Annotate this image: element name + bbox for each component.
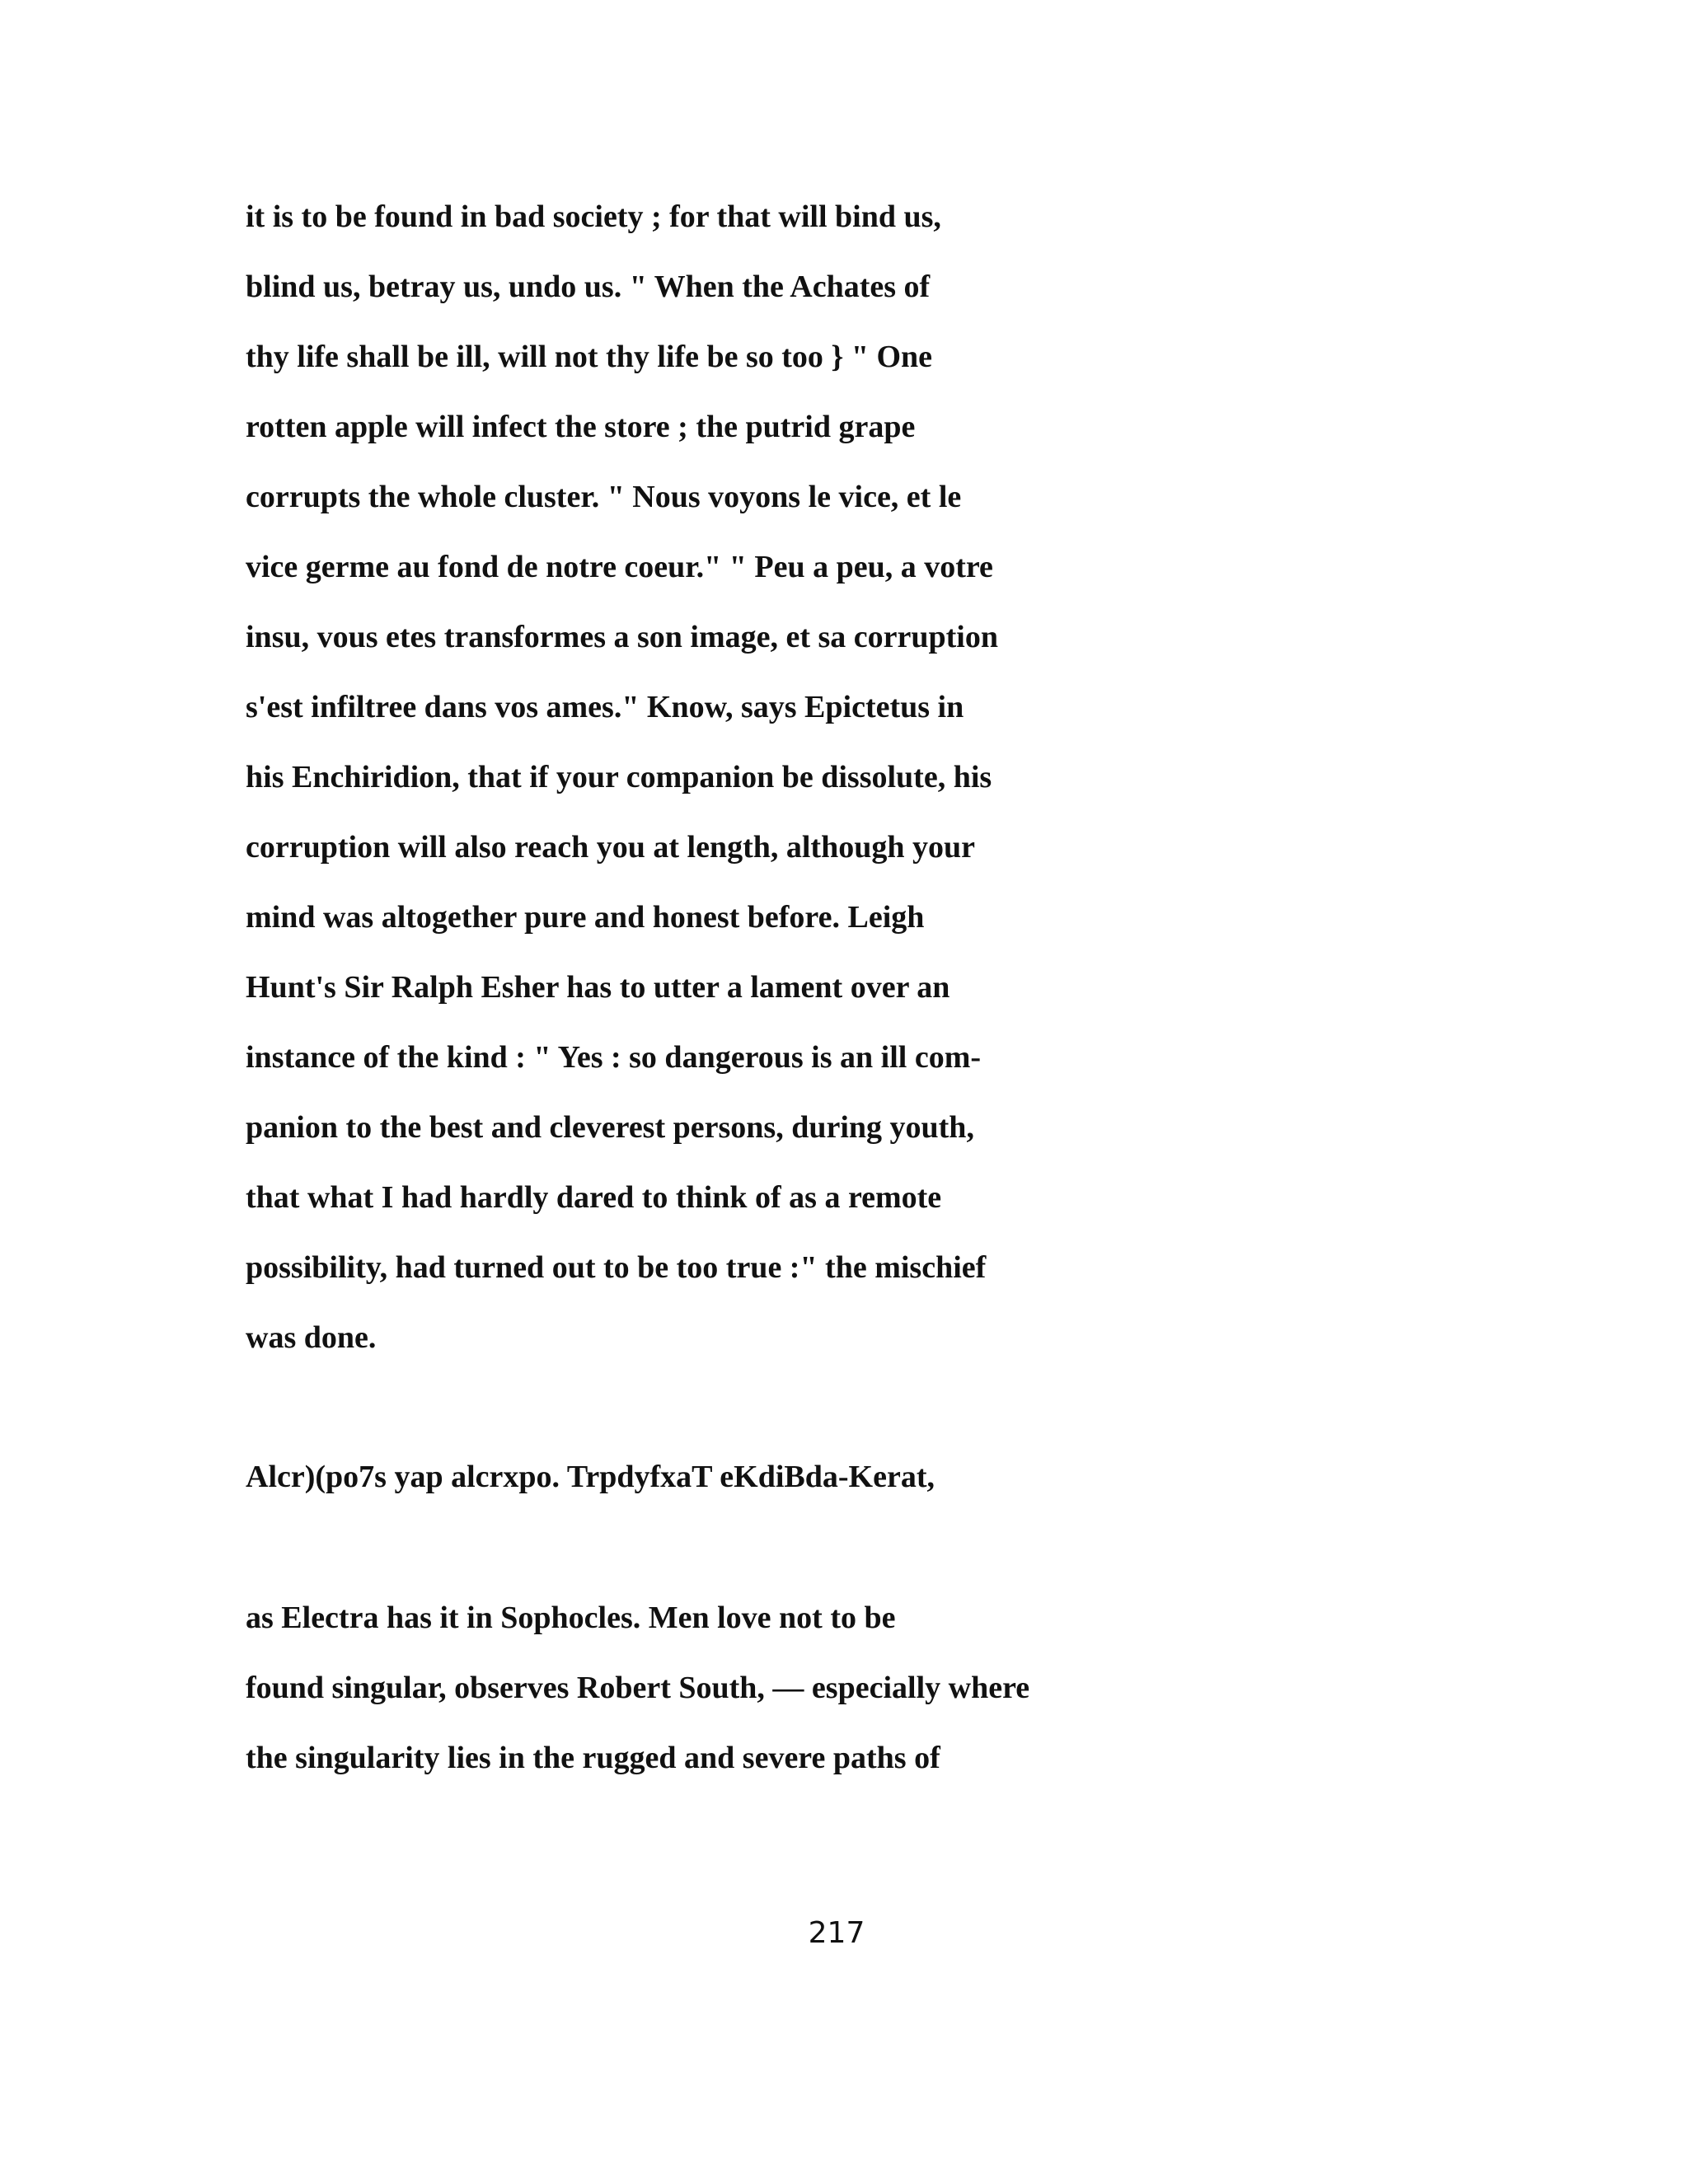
text-line: blind us, betray us, undo us. " When the Achates of	[246, 269, 931, 304]
text-line: rotten apple will infect the store ; the putrid grape	[246, 410, 916, 444]
text-line: found singular, observes Robert South, — especially where	[246, 1671, 1030, 1705]
text-line: it is to be found in bad society ; for that will bind us,	[246, 199, 941, 234]
paragraph-continuation	[246, 1583, 1441, 1793]
text-line: that what I had hardly dared to think of as a remote	[246, 1180, 942, 1215]
text-line: possibility, had turned out to be too true :" the mischief	[246, 1250, 987, 1285]
text-line: was done.	[246, 1320, 377, 1355]
text-line: Hunt's Sir Ralph Esher has to utter a lament over an	[246, 970, 950, 1005]
text-line: thy life shall be ill, will not thy life be so too } " One	[246, 340, 933, 374]
text-line: insu, vous etes transformes a son image, et sa corruption	[246, 620, 999, 654]
paragraph-main	[246, 182, 1441, 1373]
text-line: as Electra has it in Sophocles. Men love not to be	[246, 1601, 896, 1635]
text-line: vice germe au fond de notre coeur." " Peu a peu, a votre	[246, 550, 993, 584]
text-line: the singularity lies in the rugged and severe paths of	[246, 1741, 940, 1775]
greek-quote	[246, 1442, 1441, 1512]
page-number: 217	[808, 1916, 865, 1950]
text-line: his Enchiridion, that if your companion be dissolute, his	[246, 760, 992, 794]
text-line: corrupts the whole cluster. " Nous voyons le vice, et le	[246, 480, 962, 514]
text-line: panion to the best and cleverest persons, during youth,	[246, 1110, 974, 1145]
text-line: mind was altogether pure and honest before. Leigh	[246, 900, 925, 935]
quote-line: Alcr)(po7s yap alcrxpo. TrpdyfxaT eKdiBda-Kerat,	[246, 1460, 935, 1494]
text-line: corruption will also reach you at length, although your	[246, 830, 975, 865]
text-line: s'est infiltree dans vos ames." Know, says Epictetus in	[246, 690, 964, 724]
text-line: instance of the kind : " Yes : so dangerous is an ill com-	[246, 1040, 981, 1075]
